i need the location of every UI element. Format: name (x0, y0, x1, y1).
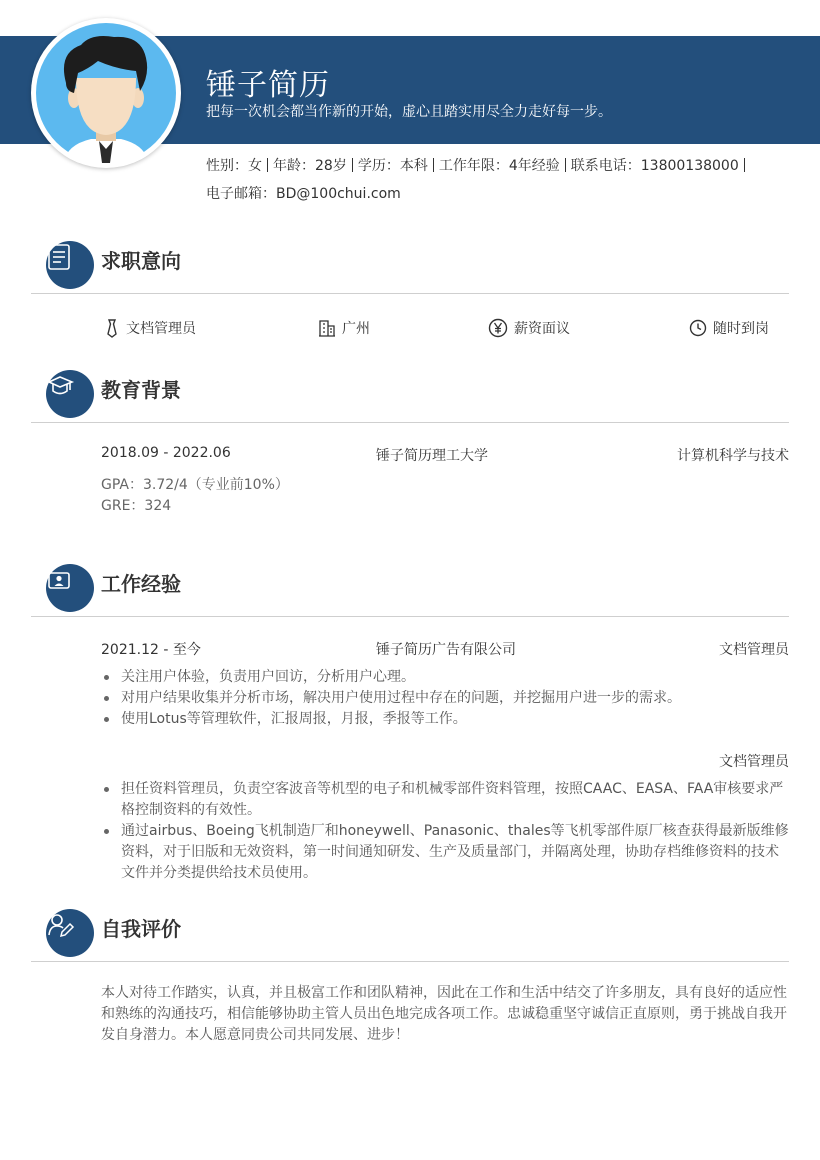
avatar (31, 18, 181, 168)
id-badge-icon (46, 564, 94, 612)
job-intent-divider (31, 293, 789, 294)
info-age: 年龄：28岁 (273, 158, 358, 174)
work-role-1: 文档管理员 (719, 642, 789, 658)
list-item: 担任资料管理员，负责空客波音等机型的电子和机械零部件资料管理，按照CAAC、EASA、FAA审核要求严格控制资料的有效性。 (101, 779, 789, 821)
resume-name: 锤子简历 (206, 68, 330, 103)
work-bullets-1 (101, 667, 789, 730)
info-education: 学历：本科 (358, 158, 439, 174)
work-section-icon (46, 564, 94, 612)
intent-city (318, 318, 370, 338)
info-gender: 性别：女 (206, 158, 273, 174)
work-company: 锤子简历广告有限公司 (376, 642, 516, 658)
intent-availability-text: 随时到岗 (713, 321, 769, 337)
education-gre: GRE：324 (101, 498, 172, 514)
education-period: 2018.09 - 2022.06 (101, 445, 231, 461)
work-role-2: 文档管理员 (719, 754, 789, 770)
info-work-years: 工作年限：4年经验 (439, 158, 571, 174)
self-eval-section-icon (46, 909, 94, 957)
graduation-cap-icon (46, 370, 94, 418)
work-row (101, 639, 789, 659)
intent-availability (689, 318, 769, 338)
user-edit-icon (46, 909, 94, 957)
info-phone: 联系电话：13800138000 (571, 158, 750, 174)
education-section-icon (46, 370, 94, 418)
work-divider (31, 616, 789, 617)
intent-salary-text: 薪资面议 (514, 321, 570, 337)
job-intent-section-icon (46, 241, 94, 289)
education-school: 锤子简历理工大学 (376, 448, 488, 464)
intent-salary (488, 318, 570, 338)
list-item: 使用Lotus等管理软件，汇报周报，月报，季报等工作。 (101, 709, 789, 730)
document-list-icon (46, 241, 94, 289)
avatar-illustration (36, 23, 176, 163)
building-icon (318, 319, 336, 337)
yen-icon (488, 318, 508, 338)
self-eval-title: 自我评价 (101, 917, 181, 941)
tie-icon (104, 318, 120, 338)
list-item: 通过airbus、Boeing飞机制造厂和honeywell、Panasonic、thales等飞机零部件原厂核查获得最新版维修资料，对于旧版和无效资料，第一时间通知研发、生产及质量部门，并隔离处理，协助存档维修资料的技术文件并分类提供给技术员使用。 (101, 821, 789, 884)
education-gpa: GPA：3.72/4（专业前10%） (101, 477, 289, 493)
intent-position (104, 318, 196, 338)
work-bullets-2 (101, 779, 789, 884)
self-eval-text: 本人对待工作踏实，认真，并且极富工作和团队精神，因此在工作和生活中结交了许多朋友，具有良好的适应性和熟练的沟通技巧，相信能够协助主管人员出色地完成各项工作。忠诚稳重坚守诚信正直原则，勇于挑战自我开发自身潜力。本人愿意同贵公司共同发展、进步！ (101, 985, 787, 1043)
basic-info (206, 152, 796, 208)
info-email: 电子邮箱：BD@100chui.com (206, 186, 401, 202)
education-divider (31, 422, 789, 423)
clock-icon (689, 319, 707, 337)
list-item: 对用户结果收集并分析市场，解决用户使用过程中存在的问题，并挖掘用户进一步的需求。 (101, 688, 789, 709)
work-period: 2021.12 - 至今 (101, 642, 201, 658)
education-title: 教育背景 (101, 378, 181, 402)
list-item: 关注用户体验，负责用户回访，分析用户心理。 (101, 667, 789, 688)
intent-city-text: 广州 (342, 321, 370, 337)
work-title: 工作经验 (101, 572, 181, 596)
resume-motto: 把每一次机会都当作新的开始，虚心且踏实用尽全力走好每一步。 (206, 104, 612, 120)
intent-position-text: 文档管理员 (126, 321, 196, 337)
education-major: 计算机科学与技术 (677, 448, 789, 464)
self-eval-divider (31, 961, 789, 962)
education-row (101, 445, 789, 464)
job-intent-title: 求职意向 (101, 249, 181, 273)
